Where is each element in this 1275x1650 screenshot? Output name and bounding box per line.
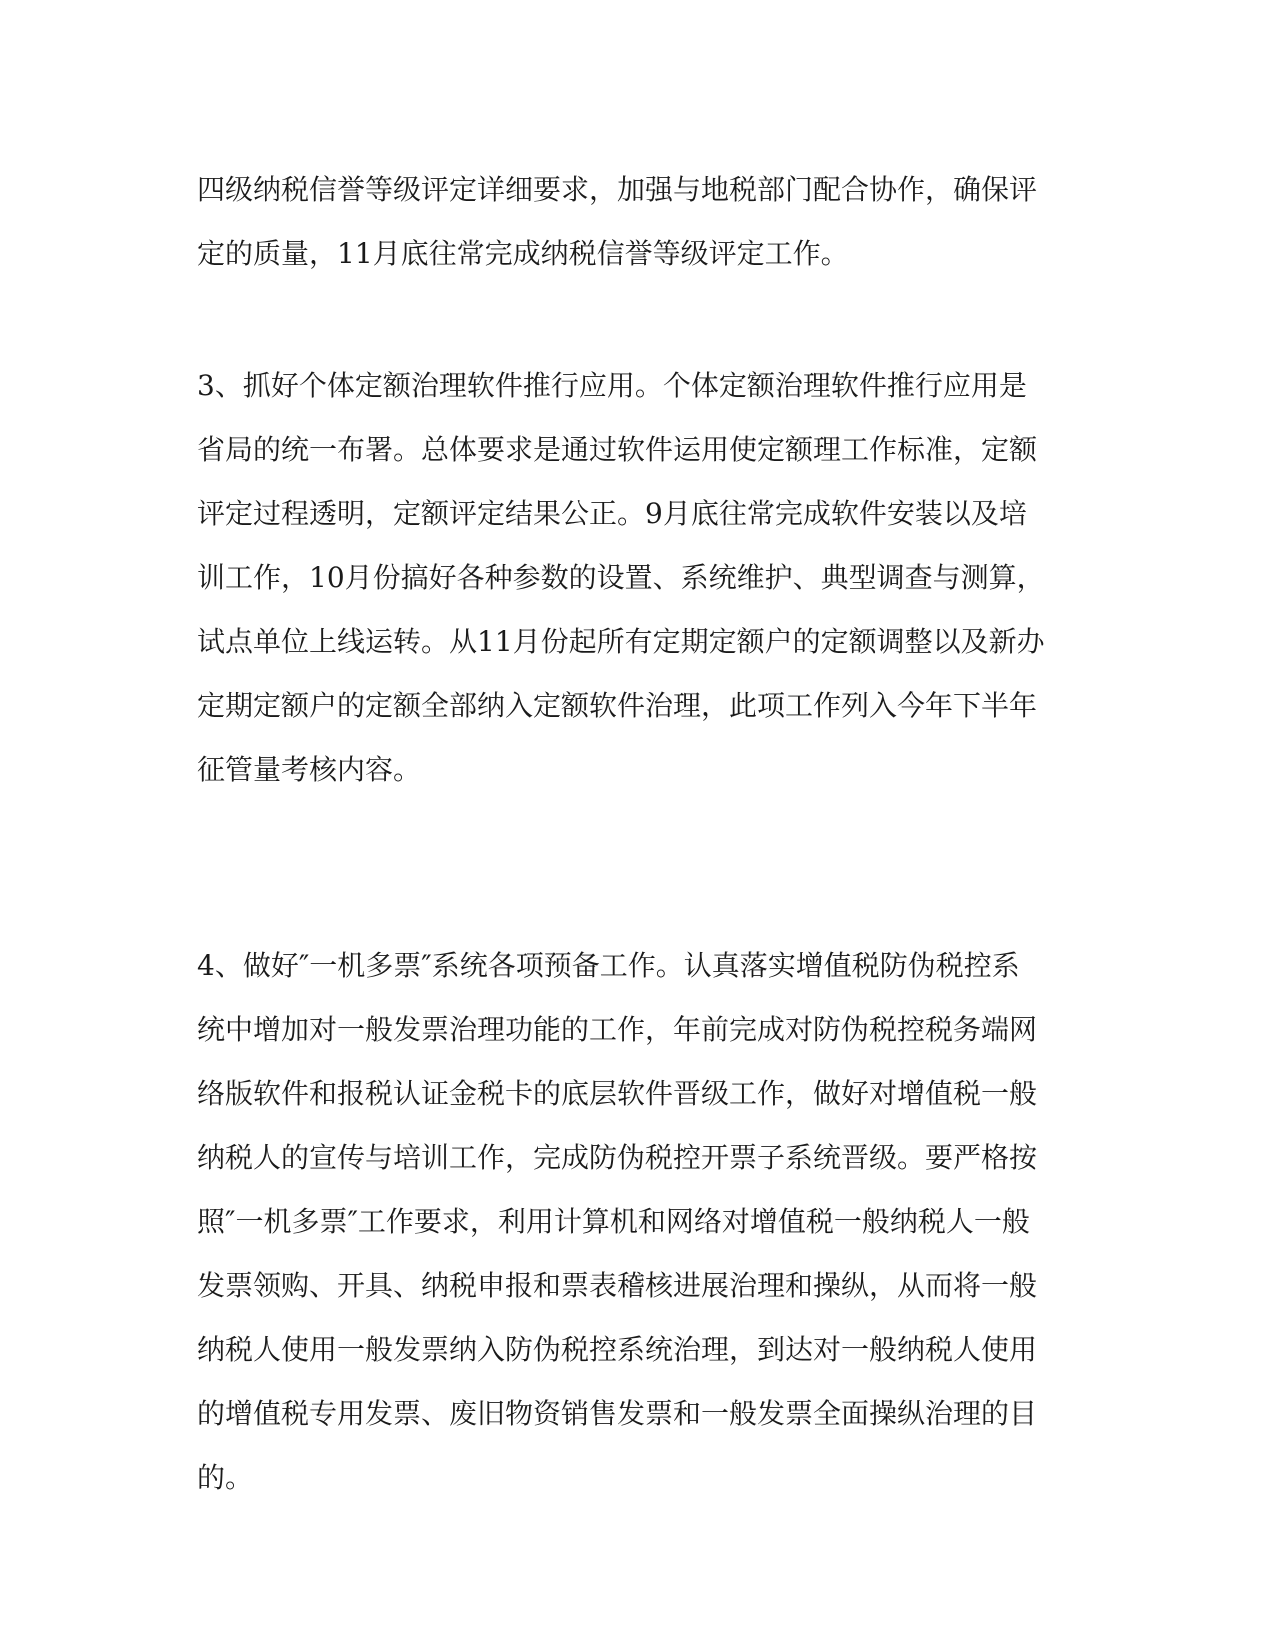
text-line: 发票领购、开具、纳税申报和票表稽核进展治理和操纵，从而将一般 [197,1269,1038,1302]
paragraph-credit-rating [197,158,1077,286]
text-line: 统中增加对一般发票治理功能的工作，年前完成对防伪税控税务端网 [197,1013,1038,1046]
text-line: 纳税人的宣传与培训工作，完成防伪税控开票子系统晋级。要严格按 [197,1141,1038,1174]
text-line: 征管量考核内容。 [197,753,422,786]
text-line: 试点单位上线运转。从11月份起所有定期定额户的定额调整以及新办 [197,625,1045,658]
text-line: 纳税人使用一般发票纳入防伪税控系统治理，到达对一般纳税人使用 [197,1333,1038,1366]
text-line: 定的质量，11月底往常完成纳税信誉等级评定工作。 [197,237,849,270]
text-line: 训工作，10月份搞好各种参数的设置、系统维护、典型调查与测算， [197,561,1045,594]
text-line: 3、抓好个体定额治理软件推行应用。个体定额治理软件推行应用是 [197,369,1027,402]
text-line: 照″一机多票″工作要求，利用计算机和网络对增值税一般纳税人一般 [197,1205,1030,1238]
text-line: 定期定额户的定额全部纳入定额软件治理，此项工作列入今年下半年 [197,689,1038,722]
text-line: 省局的统一布署。总体要求是通过软件运用使定额理工作标准，定额 [197,433,1038,466]
text-line: 评定过程透明，定额评定结果公正。9月底往常完成软件安装以及培 [197,497,1027,530]
text-line: 的增值税专用发票、废旧物资销售发票和一般发票全面操纵治理的目 [197,1397,1038,1430]
paragraph-item-4 [197,934,1077,1510]
text-line: 络版软件和报税认证金税卡的底层软件晋级工作，做好对增值税一般 [197,1077,1038,1110]
text-line: 四级纳税信誉等级评定详细要求，加强与地税部门配合协作，确保评 [197,173,1038,206]
text-line: 的。 [197,1461,254,1494]
paragraph-item-3 [197,354,1077,802]
text-line: 4、做好″一机多票″系统各项预备工作。认真落实增值税防伪税控系 [197,949,1020,982]
